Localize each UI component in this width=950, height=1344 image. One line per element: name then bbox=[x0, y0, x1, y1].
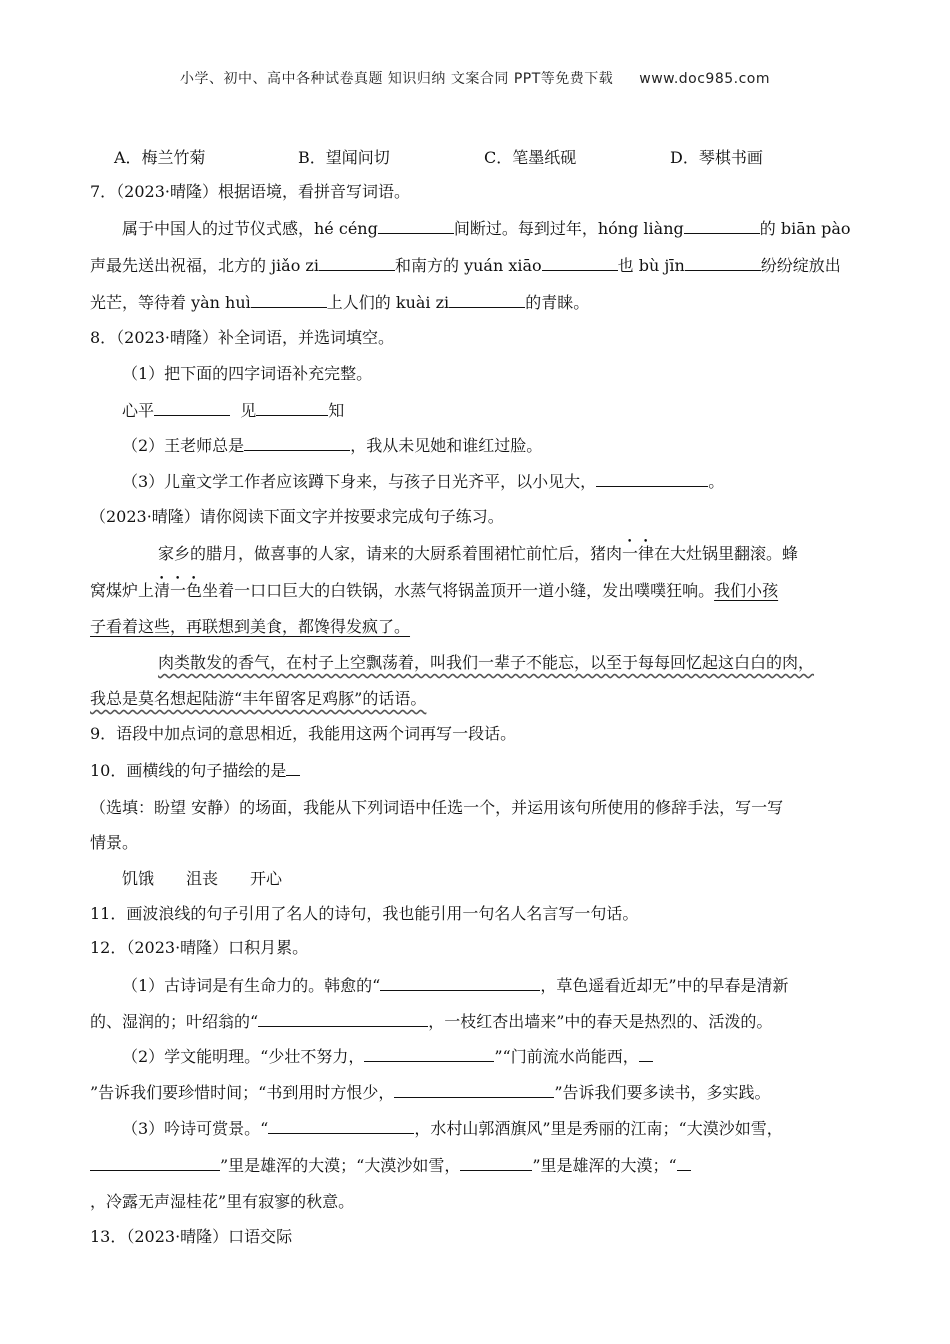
option-c: C．笔墨纸砚 bbox=[484, 148, 577, 167]
reading-p2b: 坐着一口口巨大的白铁锅，水蒸气将锅盖顶开一道小缝，发出噗噗狂响。 bbox=[202, 581, 715, 600]
underlined-sentence: 子看着这些，再联想到美食，都馋得发疯了。 bbox=[90, 617, 411, 636]
blank-xin-ping[interactable] bbox=[154, 399, 230, 416]
q7-l3a: 光芒，等待着 yàn huì bbox=[90, 293, 251, 312]
q8-s3a: （3）儿童文学工作者应该蹲下身来，与孩子日光齐平，以小见大， bbox=[122, 472, 597, 491]
q7-l3b: 上人们的 kuài zi bbox=[326, 293, 450, 312]
wavy-sentence: 肉类散发的香气，在村子上空飘荡着，叫我们一辈子不能忘，以至于每每回忆起这白白的肉， bbox=[158, 653, 815, 672]
reading-p2 bbox=[90, 580, 778, 602]
q12-s1d: ，一枝红杏出墙来”中的春天是热烈的、活泼的。 bbox=[428, 1012, 773, 1031]
q7-l2a: 声最先送出祝福，北方的 jiǎo zi bbox=[90, 256, 319, 275]
blank-jian[interactable] bbox=[256, 399, 328, 416]
q12-s2b: ”“门前流水尚能西， bbox=[494, 1047, 639, 1066]
q7-line-3 bbox=[90, 291, 589, 314]
q10-w2: 沮丧 bbox=[186, 869, 219, 888]
q8-w2: 见 bbox=[240, 401, 257, 420]
dotted-char: 律 bbox=[638, 544, 655, 563]
blank-q12-4[interactable] bbox=[639, 1045, 653, 1062]
q8-s2a: （2）王老师总是 bbox=[122, 436, 245, 455]
q7-l3c: 的青睐。 bbox=[525, 293, 590, 312]
q7-l1b: 间断过。每到过年，hóng liàng bbox=[453, 219, 684, 238]
q12-s1-line1 bbox=[122, 974, 789, 997]
dotted-char: 一 bbox=[170, 581, 187, 600]
wavy-sentence: 我总是莫名想起陆游“丰年留客足鸡豚”的话语。 bbox=[90, 689, 427, 708]
q12-s2a: （2）学文能明理。“少壮不努力， bbox=[122, 1047, 365, 1066]
option-d: D．琴棋书画 bbox=[670, 148, 763, 167]
blank-yan-hui[interactable] bbox=[251, 291, 327, 308]
blank-q12-7[interactable] bbox=[90, 1154, 220, 1171]
q8-title: 8．（2023·晴隆）补全词语，并选词填空。 bbox=[90, 328, 394, 347]
q8-s1: （1）把下面的四字词语补充完整。 bbox=[122, 364, 373, 383]
reading-p1b: 在大灶锅里翻滚。蜂 bbox=[654, 544, 799, 563]
blank-q12-3[interactable] bbox=[364, 1045, 494, 1062]
q7-l2c: 也 bù jīn bbox=[617, 256, 685, 275]
q12-s3-line3: ，冷露无声湿桂花”里有寂寥的秋意。 bbox=[90, 1192, 355, 1211]
q10-line-1 bbox=[90, 759, 300, 782]
q7-line-1 bbox=[122, 217, 851, 240]
q10-w1: 饥饿 bbox=[122, 869, 155, 888]
q12-s1a: （1）古诗词是有生命力的。韩愈的“ bbox=[122, 976, 381, 995]
q10-w3: 开心 bbox=[250, 869, 283, 888]
underlined-sentence: 我们小孩 bbox=[714, 581, 779, 600]
q12-s2c: ”告诉我们要珍惜时间；“书到用时方恨少， bbox=[90, 1083, 395, 1102]
q10-words bbox=[122, 868, 282, 890]
q10-line2: （选填：盼望 安静）的场面，我能从下列词语中任选一个，并运用该句所使用的修辞手法，写一写 bbox=[90, 798, 784, 817]
reading-p3 bbox=[90, 616, 410, 638]
q8-s2 bbox=[122, 434, 542, 457]
page-header bbox=[0, 68, 950, 88]
reading-p2a: 窝煤炉上 bbox=[90, 581, 155, 600]
q12-s2-line2 bbox=[90, 1081, 771, 1104]
blank-q8-3[interactable] bbox=[596, 470, 708, 487]
q12-s3c: ”里是雄浑的大漠；“大漠沙如雪， bbox=[220, 1156, 461, 1175]
dotted-char: 色 bbox=[186, 581, 203, 600]
q7-l1c: 的 biān pào bbox=[759, 219, 851, 238]
q12-s3a: （3）吟诗可赏景。“ bbox=[122, 1119, 269, 1138]
dotted-char: 一 bbox=[622, 544, 639, 563]
q8-s3 bbox=[122, 470, 724, 493]
blank-q12-2[interactable] bbox=[258, 1010, 428, 1027]
q12-s3-line2 bbox=[90, 1154, 691, 1177]
q8-s3b: 。 bbox=[708, 472, 725, 491]
q12-s2-line1 bbox=[122, 1045, 653, 1068]
blank-q8-2[interactable] bbox=[244, 434, 350, 451]
q7-l2b: 和南方的 yuán xiāo bbox=[394, 256, 542, 275]
header-text: 小学、初中、高中各种试卷真题 知识归纳 文案合同 PPT等免费下载 bbox=[179, 71, 614, 87]
q8-w1: 心平 bbox=[122, 401, 155, 420]
blank-q12-9[interactable] bbox=[677, 1154, 691, 1171]
blank-jiao-zi[interactable] bbox=[319, 254, 395, 271]
q10-line1: 10．画横线的句子描绘的是 bbox=[90, 761, 287, 780]
q12-title: 12．（2023·晴隆）口积月累。 bbox=[90, 938, 309, 957]
q12-s3b: ，水村山郭酒旗风”里是秀丽的江南；“大漠沙如雪， bbox=[414, 1119, 783, 1138]
q8-words bbox=[122, 399, 344, 422]
q12-s1b: ，草色遥看近却无”中的早春是清新 bbox=[540, 976, 789, 995]
reading-title: （2023·晴隆）请你阅读下面文字并按要求完成句子练习。 bbox=[90, 507, 504, 526]
blank-hong-liang[interactable] bbox=[684, 217, 760, 234]
reading-p1a: 家乡的腊月，做喜事的人家，请来的大厨系着围裙忙前忙后，猪肉 bbox=[158, 544, 623, 563]
q12-s3-line1 bbox=[122, 1117, 783, 1140]
option-b: B．望闻问切 bbox=[298, 148, 390, 167]
q8-s2b: ，我从未见她和谁红过脸。 bbox=[350, 436, 543, 455]
blank-yuan-xiao[interactable] bbox=[542, 254, 618, 271]
option-a: A．梅兰竹菊 bbox=[114, 148, 206, 167]
blank-q12-8[interactable] bbox=[460, 1154, 532, 1171]
q12-s1c: 的、湿润的；叶绍翁的“ bbox=[90, 1012, 259, 1031]
q12-s1-line2 bbox=[90, 1010, 772, 1033]
blank-q12-6[interactable] bbox=[268, 1117, 414, 1134]
q8-w3: 知 bbox=[328, 401, 345, 420]
q9: 9．语段中加点词的意思相近，我能用这两个词再写一段话。 bbox=[90, 724, 517, 743]
q13: 13．（2023·晴隆）口语交际 bbox=[90, 1227, 293, 1246]
q7-line-2 bbox=[90, 254, 841, 277]
blank-q12-5[interactable] bbox=[394, 1081, 554, 1098]
dotted-char: 清 bbox=[154, 581, 171, 600]
blank-he-ceng[interactable] bbox=[378, 217, 454, 234]
header-url[interactable]: www.doc985.com bbox=[639, 71, 771, 87]
q7-l2d: 纷纷绽放出 bbox=[760, 256, 841, 275]
q10-line3: 情景。 bbox=[90, 833, 139, 852]
q12-s3d: ”里是雄浑的大漠；“ bbox=[532, 1156, 677, 1175]
reading-p1 bbox=[158, 543, 798, 565]
q12-s2d: ”告诉我们要多读书，多实践。 bbox=[554, 1083, 771, 1102]
q7-l1a: 属于中国人的过节仪式感，hé céng bbox=[122, 219, 378, 238]
blank-kuai-zi[interactable] bbox=[449, 291, 525, 308]
q7-title: 7．（2023·晴隆）根据语境，看拼音写词语。 bbox=[90, 182, 410, 201]
blank-q12-1[interactable] bbox=[380, 974, 540, 991]
blank-bu-jin[interactable] bbox=[685, 254, 761, 271]
blank-q10[interactable] bbox=[286, 759, 300, 776]
q11: 11．画波浪线的句子引用了名人的诗句，我也能引用一句名人名言写一句话。 bbox=[90, 904, 639, 923]
